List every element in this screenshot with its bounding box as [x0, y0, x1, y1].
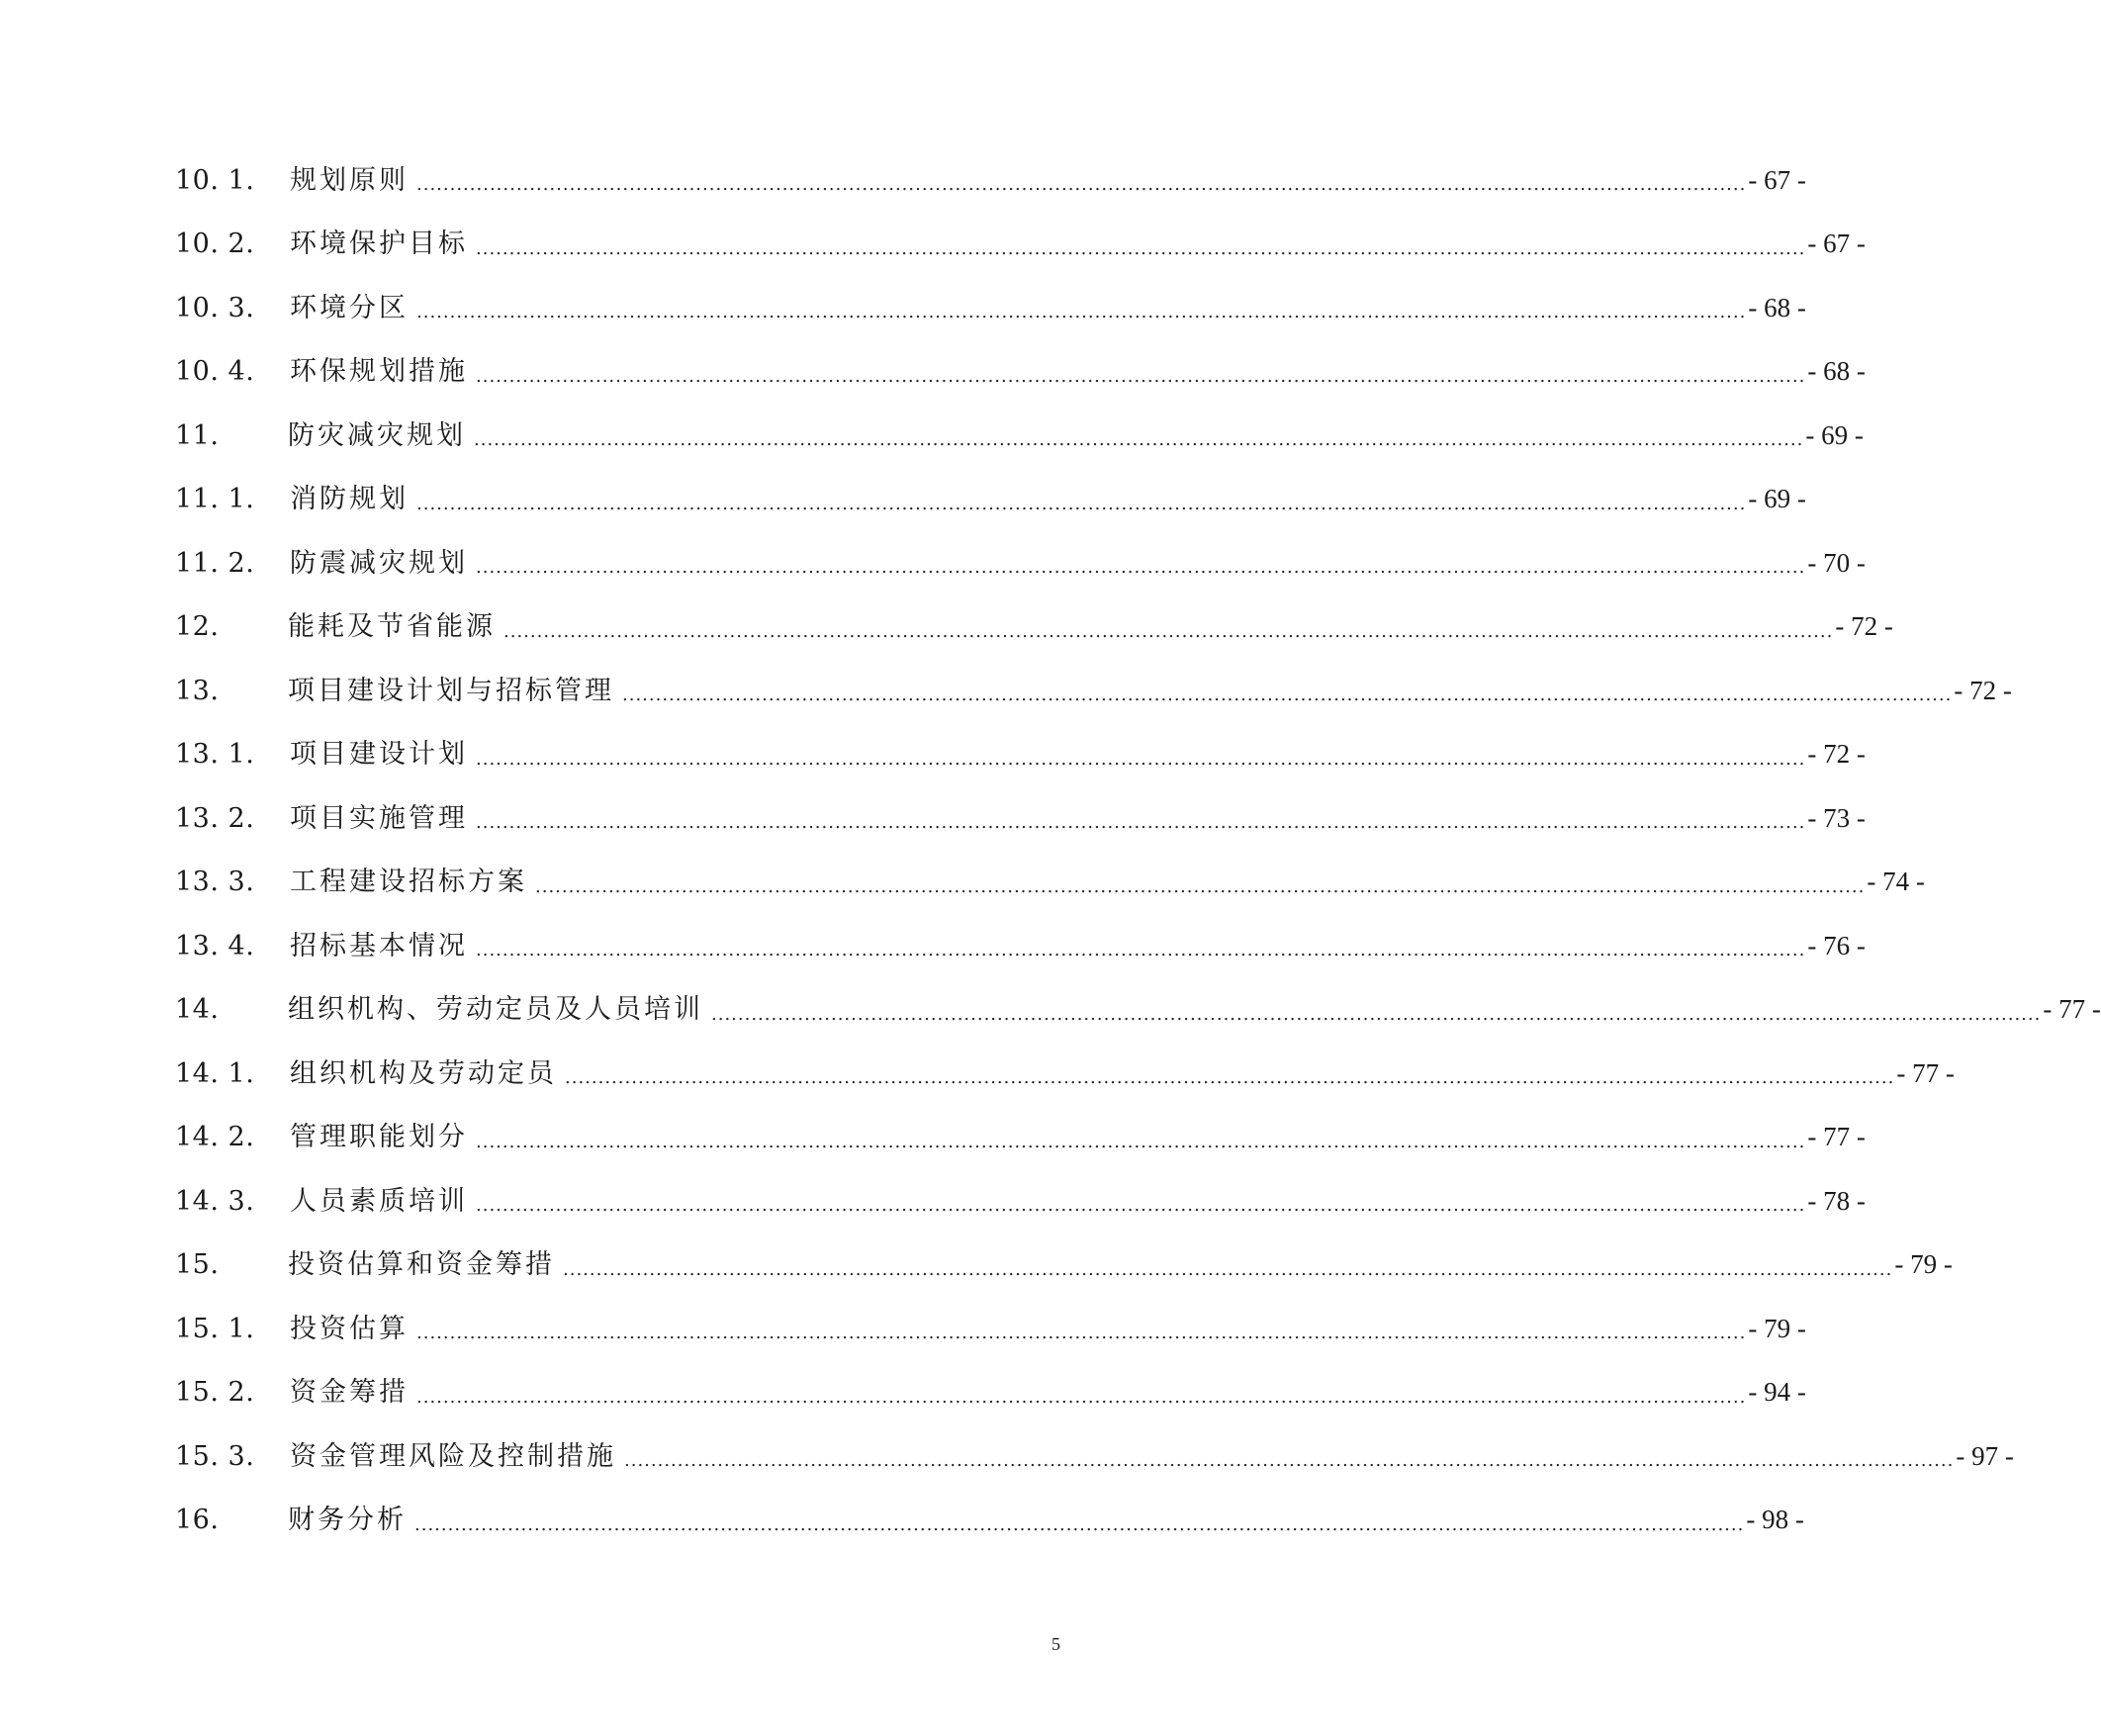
toc-entry-title: 环境保护目标	[290, 228, 468, 260]
toc-entry[interactable]	[175, 659, 2012, 723]
table-of-contents	[175, 148, 2101, 1552]
toc-entry-page: - 94 -	[1748, 1377, 1806, 1408]
toc-dot-leader: ........................................................................................................................................................................................................	[476, 812, 1806, 834]
toc-entry-title: 投资估算	[290, 1313, 409, 1344]
toc-entry-title: 防震减灾规划	[290, 547, 468, 579]
toc-entry-title: 招标基本情况	[290, 930, 468, 961]
toc-entry-page: - 76 -	[1807, 930, 1866, 960]
toc-dot-leader: ........................................................................................................................................................................................................	[711, 1003, 2042, 1025]
toc-entry[interactable]	[175, 1424, 2014, 1489]
toc-entry-page: - 77 -	[1807, 1122, 1866, 1152]
toc-dot-leader: ........................................................................................................................................................................................................	[476, 365, 1806, 387]
toc-entry-page: - 98 -	[1746, 1505, 1804, 1535]
toc-entry-title: 环境分区	[290, 292, 409, 323]
toc-dot-leader: ........................................................................................................................................................................................................	[476, 748, 1806, 770]
toc-entry-title: 工程建设招标方案	[290, 867, 527, 898]
toc-entry[interactable]	[175, 468, 1806, 532]
toc-entry-page: - 79 -	[1748, 1313, 1806, 1343]
toc-dot-leader: ........................................................................................................................................................................................................	[503, 620, 1834, 642]
toc-entry-page: - 67 -	[1807, 228, 1866, 259]
toc-dot-leader: ........................................................................................................................................................................................................	[622, 685, 1953, 706]
toc-dot-leader: ........................................................................................................................................................................................................	[565, 1067, 1895, 1089]
toc-entry-title: 财务分析	[288, 1505, 407, 1536]
toc-entry-title: 资金筹措	[290, 1377, 409, 1409]
toc-dot-leader: ........................................................................................................................................................................................................	[535, 875, 1866, 897]
toc-dot-leader: ........................................................................................................................................................................................................	[563, 1258, 1893, 1280]
toc-dot-leader: ........................................................................................................................................................................................................	[416, 174, 1747, 196]
toc-entry[interactable]	[175, 1489, 1804, 1553]
toc-entry[interactable]	[175, 1233, 1953, 1298]
toc-dot-leader: ........................................................................................................................................................................................................	[414, 1513, 1745, 1535]
toc-entry-number: 14.	[175, 994, 220, 1026]
toc-entry[interactable]	[175, 213, 1866, 277]
toc-entry[interactable]	[175, 723, 1866, 787]
toc-entry-page: - 68 -	[1807, 356, 1866, 387]
toc-entry-number: 13. 4.	[175, 930, 255, 961]
toc-entry-page: - 73 -	[1807, 802, 1866, 833]
toc-dot-leader: ........................................................................................................................................................................................................	[416, 493, 1747, 514]
toc-entry-number: 10. 3.	[175, 292, 255, 323]
toc-entry-title: 能耗及节省能源	[288, 611, 496, 643]
toc-entry-number: 15.	[175, 1249, 220, 1281]
toc-entry[interactable]	[175, 404, 1864, 468]
toc-dot-leader: ........................................................................................................................................................................................................	[474, 429, 1804, 451]
toc-entry-title: 投资估算和资金筹措	[288, 1249, 555, 1281]
toc-entry-number: 16.	[175, 1505, 220, 1536]
toc-entry-page: - 97 -	[1956, 1440, 2014, 1471]
toc-dot-leader: ........................................................................................................................................................................................................	[416, 302, 1747, 323]
toc-entry-number: 13. 2.	[175, 802, 255, 834]
toc-entry-number: 15. 1.	[175, 1313, 255, 1344]
toc-entry-number: 14. 1.	[175, 1057, 255, 1089]
toc-entry-title: 项目建设计划	[290, 739, 468, 771]
toc-entry-page: - 78 -	[1807, 1185, 1866, 1216]
toc-dot-leader: ........................................................................................................................................................................................................	[476, 940, 1806, 961]
toc-entry-title: 管理职能划分	[290, 1122, 468, 1153]
toc-entry-title: 环保规划措施	[290, 356, 468, 388]
toc-dot-leader: ........................................................................................................................................................................................................	[416, 1323, 1747, 1344]
toc-entry[interactable]	[175, 276, 1806, 340]
toc-entry[interactable]	[175, 1169, 1866, 1233]
toc-entry-page: - 72 -	[1954, 675, 2012, 705]
toc-entry-page: - 69 -	[1748, 484, 1806, 514]
toc-entry[interactable]	[175, 1106, 1866, 1170]
toc-dot-leader: ........................................................................................................................................................................................................	[476, 1131, 1806, 1152]
toc-entry[interactable]	[175, 340, 1866, 405]
toc-entry-number: 12.	[175, 611, 220, 643]
page-number: 5	[1051, 1634, 1060, 1654]
toc-entry-number: 10. 2.	[175, 228, 255, 260]
toc-entry-number: 11.	[175, 419, 220, 451]
toc-entry[interactable]	[175, 786, 1866, 851]
toc-entry-page: - 68 -	[1748, 292, 1806, 322]
toc-entry[interactable]	[175, 531, 1866, 595]
toc-dot-leader: ........................................................................................................................................................................................................	[624, 1450, 1955, 1472]
toc-entry-page: - 69 -	[1805, 419, 1864, 450]
toc-entry-number: 13.	[175, 675, 220, 706]
toc-dot-leader: ........................................................................................................................................................................................................	[416, 1386, 1747, 1408]
toc-entry-title: 组织机构及劳动定员	[290, 1057, 557, 1089]
toc-entry-number: 11. 1.	[175, 484, 255, 515]
toc-entry-number: 11. 2.	[175, 547, 255, 579]
toc-entry-number: 13. 1.	[175, 739, 255, 771]
toc-entry[interactable]	[175, 148, 1806, 213]
toc-entry-page: - 79 -	[1894, 1249, 1953, 1280]
toc-entry-page: - 74 -	[1867, 867, 1925, 897]
toc-entry-number: 13. 3.	[175, 867, 255, 898]
toc-entry-title: 项目建设计划与招标管理	[288, 675, 614, 706]
toc-entry[interactable]	[175, 1297, 1806, 1361]
toc-entry-number: 15. 2.	[175, 1377, 255, 1409]
toc-entry-page: - 72 -	[1835, 611, 1893, 642]
toc-entry[interactable]	[175, 595, 1893, 660]
toc-entry-number: 14. 3.	[175, 1185, 255, 1217]
toc-entry-title: 组织机构、劳动定员及人员培训	[288, 994, 703, 1026]
toc-entry-page: - 77 -	[1896, 1057, 1955, 1088]
toc-entry-title: 项目实施管理	[290, 802, 468, 834]
toc-entry-number: 14. 2.	[175, 1122, 255, 1153]
toc-entry[interactable]	[175, 978, 2101, 1043]
toc-entry[interactable]	[175, 1042, 1955, 1106]
toc-entry[interactable]	[175, 914, 1866, 978]
toc-entry-page: - 67 -	[1748, 164, 1806, 195]
toc-entry-title: 防灾减灾规划	[288, 419, 466, 451]
toc-entry[interactable]	[175, 851, 1925, 915]
toc-entry-page: - 77 -	[2043, 994, 2101, 1025]
toc-entry-title: 规划原则	[290, 164, 409, 196]
toc-dot-leader: ........................................................................................................................................................................................................	[476, 1195, 1806, 1217]
toc-entry-number: 10. 4.	[175, 356, 255, 388]
toc-entry-number: 15. 3.	[175, 1440, 255, 1472]
toc-entry-page: - 72 -	[1807, 739, 1866, 770]
toc-dot-leader: ........................................................................................................................................................................................................	[476, 557, 1806, 579]
toc-entry-page: - 70 -	[1807, 547, 1866, 578]
toc-entry-title: 资金管理风险及控制措施	[290, 1440, 616, 1472]
toc-entry-title: 消防规划	[290, 484, 409, 515]
toc-entry-number: 10. 1.	[175, 164, 255, 196]
toc-entry[interactable]	[175, 1361, 1806, 1425]
toc-dot-leader: ........................................................................................................................................................................................................	[476, 237, 1806, 259]
toc-entry-title: 人员素质培训	[290, 1185, 468, 1217]
